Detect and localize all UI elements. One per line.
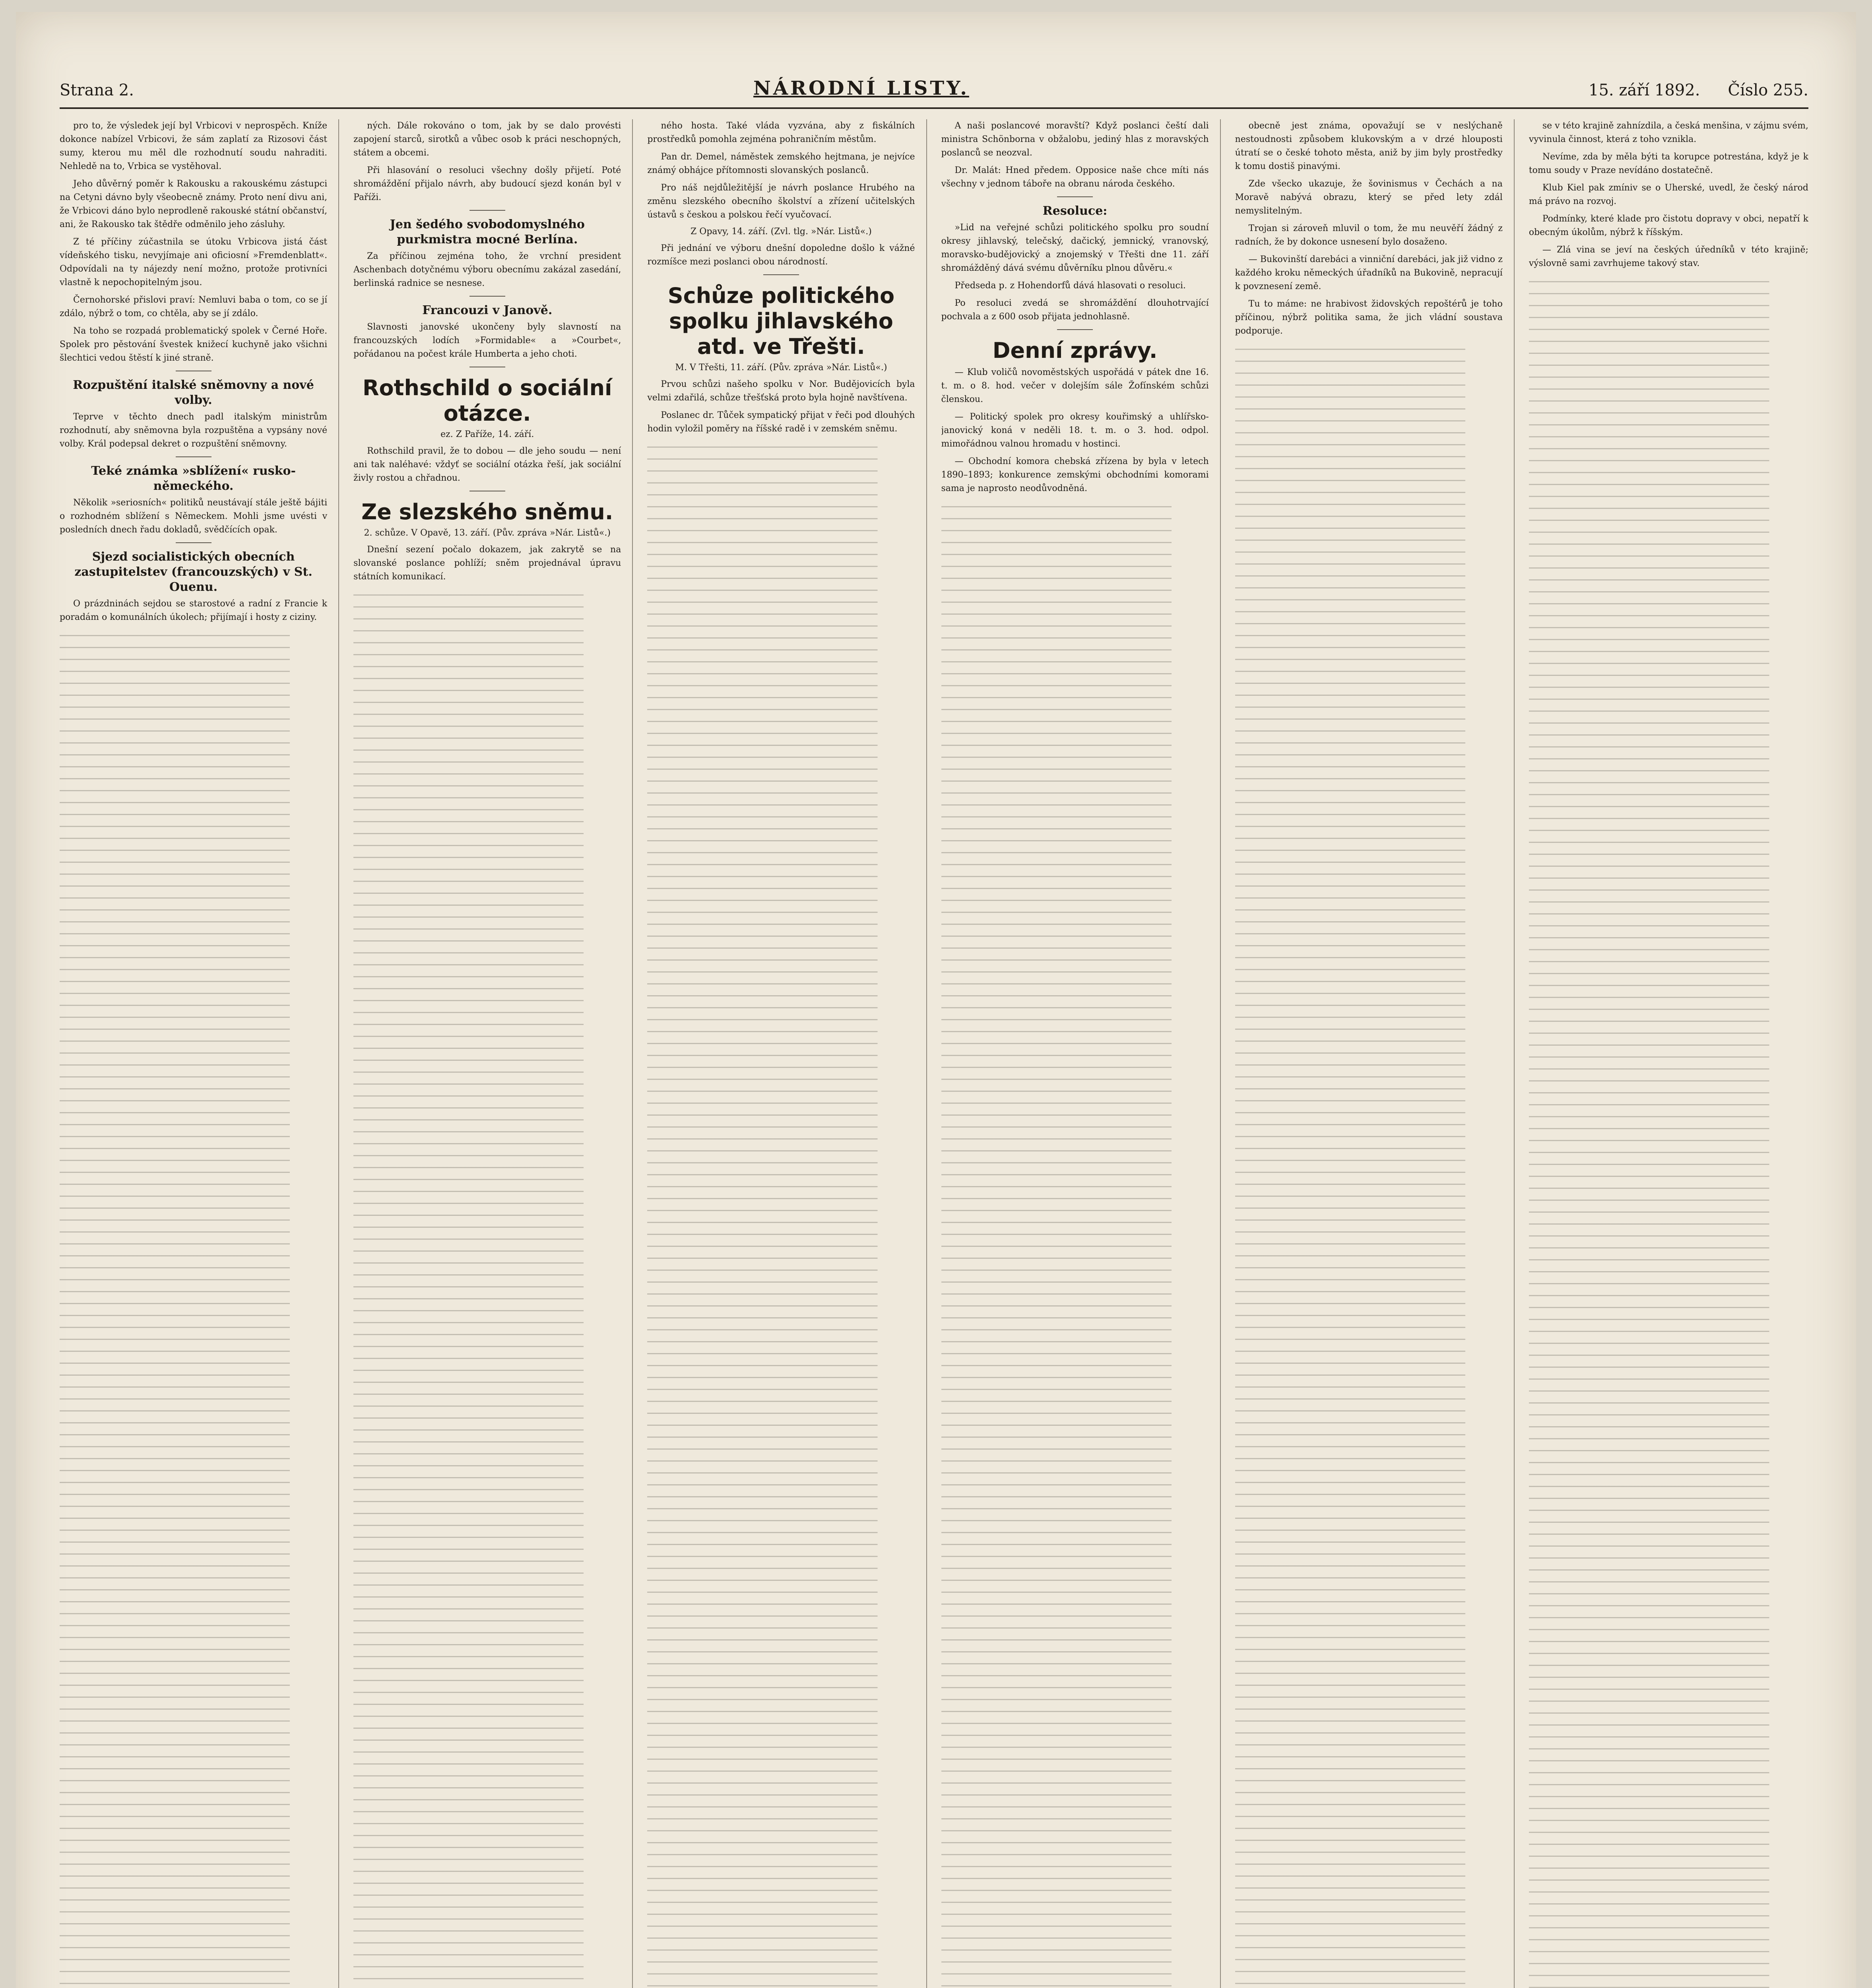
- section-heading: Rothschild o sociální otázce.: [362, 375, 612, 426]
- column-2: [353, 119, 633, 1988]
- article-paragraph: Předseda p. z Hohendorfů dává hlasovati o resoluci.: [954, 281, 1186, 291]
- section-divider: [176, 542, 211, 543]
- article-heading: Resoluce:: [1042, 204, 1108, 218]
- page-header: [60, 72, 1808, 99]
- article-paragraph: Z té příčiny zúčastnila se útoku Vrbicova jistá část vídeňského tisku, nevyjímaje ani oficiosní »Fremdenblatt«. Odpovídali na ty nájezdy není možno, protože protivníci vlastně k nepochopitelným jsou.: [60, 237, 328, 287]
- article-paragraph: »Lid na veřejné schůzi politického spolku pro soudní okresy jihlavský, telečský, dačický, jemnický, vranovský, moravsko-budějovický a znojemský v Třešti dne 11. září shromážděný dává svému důvěrníku plnou důvěru.«: [941, 223, 1209, 273]
- section-divider: [1057, 329, 1093, 330]
- newsprint-filler: [941, 499, 1209, 1988]
- article-paragraph: — Klub voličů novoměstských uspořádá v pátek dne 16. t. m. o 8. hod. večer v dolejším sále Žofínském schůzi členskou.: [941, 367, 1209, 404]
- column-6: [1529, 119, 1808, 1988]
- article-paragraph: Dr. Malát: Hned předem. Opposice naše chce míti nás všechny v jednom táboře na obranu národa českého.: [941, 165, 1209, 189]
- page-label: Strana 2.: [60, 81, 134, 99]
- article-heading: Francouzi v Janově.: [422, 303, 553, 317]
- newsprint-filler: [353, 588, 621, 1988]
- article-paragraph: Několik »seriosních« politiků neustávají stále ještě bájiti o rozhodném sblížení s Německem. Mohli jsme uvésti v posledních dnech řadu dokladů, svědčících opak.: [60, 498, 328, 535]
- section-divider: [1057, 196, 1093, 197]
- article-paragraph: se v této krajině zahnízdila, a česká menšina, v zájmu svém, vyvinula činnost, která z toho vznikla.: [1529, 121, 1808, 144]
- column-1: [60, 119, 339, 1988]
- article-paragraph: Teprve v těchto dnech padl italským ministrům rozhodnutí, aby sněmovna byla rozpuštěna a vypsány nové volby. Král podepsal dekret o rozpuštění sněmovny.: [60, 412, 328, 449]
- issue-date: 15. září 1892.: [1589, 81, 1700, 99]
- article-paragraph: Tu to máme: ne hrabivost židovských repoštérů je toho příčinou, nýbrž politika sama, že jich vládní soustava podporuje.: [1235, 299, 1503, 336]
- article-paragraph: O prázdninách sejdou se starostové a radní z Francie k poradám o komunálních úkolech; přijímají i hosty z ciziny.: [60, 599, 328, 622]
- section-divider: [469, 210, 505, 211]
- newsprint-filler: [1235, 342, 1503, 1988]
- newsprint-filler: [647, 440, 915, 1988]
- section-heading: Schůze politického spolku jihlavského atd. ve Třešti.: [667, 283, 895, 359]
- article-paragraph: Podmínky, které klade pro čistotu dopravy v obci, nepatří k obecným úkolům, nýbrž k říšským.: [1529, 214, 1808, 237]
- article-paragraph: Při jednání ve výboru dnešní dopoledne došlo k vážné rozmíšce mezi poslanci obou národností.: [647, 243, 915, 267]
- article-paragraph: — Bukovinští darebáci a vinniční darebáci, jak již vidno z každého kroku německých úřadníků na Bukovině, nepracují k povznesení země.: [1235, 254, 1503, 291]
- column-5: [1235, 119, 1515, 1988]
- section-heading: Denní zprávy.: [992, 338, 1158, 363]
- header-rule: [60, 107, 1808, 109]
- article-paragraph: Černohorské přislovi praví: Nemluvi baba o tom, co se jí zdálo, nýbrž o tom, co chtěla, aby se jí zdálo.: [60, 295, 328, 318]
- section-divider: [763, 274, 799, 275]
- article-paragraph: Trojan si zároveň mluvil o tom, že mu neuvěří žádný z radních, že by dokonce usnesení bylo dosaženo.: [1235, 223, 1503, 247]
- article-paragraph: Při hlasování o resoluci všechny došly přijetí. Poté shromáždění přijalo návrh, aby budoucí sjezd konán byl v Paříži.: [353, 165, 621, 202]
- article-paragraph: A naši poslancové moravští? Když poslanci čeští dali ministra Schönborna v obžalobu, jediný hlas z moravských poslanců se neozval.: [941, 121, 1209, 158]
- article-heading: Jen šedého svobodomyslného purkmistra mocné Berlína.: [390, 217, 585, 247]
- section-divider: [469, 296, 505, 297]
- section-subheading: 2. schůze. V Opavě, 13. září. (Pův. zpráva »Nár. Listů«.): [364, 528, 611, 538]
- article-columns: [60, 119, 1808, 1988]
- article-paragraph: ných. Dále rokováno o tom, jak by se dalo provésti zapojení starců, sirotků a vůbec osob k práci neschopných, státem a obcemi.: [353, 121, 621, 158]
- article-paragraph: Na toho se rozpadá problematický spolek v Černé Hoře. Spolek pro pěstování švestek knižecí kuchyně jako všichni šlechtici vedou štěstí k jiné straně.: [60, 326, 328, 363]
- article-paragraph: Dnešní sezení počalo dokazem, jak zakrytě se na slovanské poslance pohlíží; sněm projednával úpravu státních komunikací.: [353, 545, 621, 582]
- article-paragraph: Poslanec dr. Tůček sympatický přijat v řeči pod dlouhých hodin vyložil poměry na říšské radě i v zemském sněmu.: [647, 410, 915, 434]
- article-paragraph: Pro náš nejdůležitější je návrh poslance Hrubého na změnu slezského obecního školství a zřízení učitelských ústavů s českou a polskou řečí vyučovací.: [647, 183, 915, 220]
- article-heading: Teké známka »sblížení« rusko-německého.: [91, 464, 296, 493]
- article-paragraph: — Obchodní komora chebská zřízena by byla v letech 1890–1893; konkurence zemskými obchodními komorami sama je naprosto neodůvodněná.: [941, 456, 1209, 493]
- section-subheading: M. V Třešti, 11. září. (Pův. zpráva »Nár. Listů«.): [675, 363, 887, 373]
- article-heading: Rozpuštění italské sněmovny a nové volby.: [73, 378, 314, 407]
- article-paragraph: Slavnosti janovské ukončeny byly slavností na francouzských lodích »Formidable« a »Courbet«, pořádanou na počest krále Humberta a jeho choti.: [353, 322, 621, 359]
- newspaper-page: [16, 12, 1856, 1988]
- column-4: [941, 119, 1221, 1988]
- section-subheading: Z Opavy, 14. září. (Zvl. tlg. »Nár. Listů«.): [691, 227, 872, 237]
- article-paragraph: Za příčinou zejména toho, že vrchní president Aschenbach dotyčnému výboru obecnímu zakázal zasedání, berlinská radnice se nesnese.: [353, 251, 621, 288]
- article-paragraph: ného hosta. Také vláda vyzvána, aby z fiskálních prostředků pomohla zejména pohraničním městům.: [647, 121, 915, 144]
- article-paragraph: Prvou schůzi našeho spolku v Nor. Budějovicích byla velmi zdařilá, schůze třešťská proto byla hojně navštívena.: [647, 379, 915, 403]
- newsprint-filler: [1529, 274, 1808, 1988]
- article-paragraph: Jeho důvěrný poměr k Rakousku a rakouskému zástupci na Cetyni dávno byly všeobecně známy. Proto není divu ani, že Vrbicovi dáno bylo neprodleně rakouské státní občanství, ani, že Rakousko tak štědře odměnilo jeho zásluhy.: [60, 179, 328, 229]
- newsprint-filler: [60, 628, 327, 1988]
- article-paragraph: Po resoluci zvedá se shromáždění dlouhotrvající pochvala a z 600 osob přijata jednohlasně.: [941, 298, 1209, 322]
- section-divider: [176, 456, 211, 457]
- article-paragraph: obecně jest známa, opovažují se v neslýchaně nestoudnosti způsobem klukovským a v drzé hlouposti útratí se o české tohoto města, aniž by jim byly prostředky k tomu dostiš pinavými.: [1235, 121, 1503, 171]
- article-paragraph: — Politický spolek pro okresy kouřimský a uhlířsko-janovický koná v neděli 18. t. m. o 3. hod. odpol. mimořádnou valnou hromadu v hostinci.: [941, 412, 1209, 449]
- article-heading: Sjezd socialistických obecních zastupitelstev (francouzských) v St. Ouenu.: [74, 550, 312, 594]
- section-heading: Ze slezského sněmu.: [361, 499, 613, 524]
- article-paragraph: Klub Kiel pak zmíniv se o Uherské, uvedl, že český národ má právo na rozvoj.: [1529, 183, 1808, 206]
- header-right: [1589, 81, 1808, 99]
- article-paragraph: Nevíme, zda by měla býti ta korupce potrestána, když je k tomu soudy v Praze nevídáno dostatečně.: [1529, 152, 1808, 175]
- article-paragraph: pro to, že výsledek její byl Vrbicovi v neprospěch. Kníže dokonce nabízel Vrbicovi, že sám zaplatí za Rizosovi část sumy, kterou mu měl dle rozhodnutí soudu nahraditi. Nehledě na to, Vrbica se vystěhoval.: [60, 121, 328, 171]
- article-paragraph: Rothschild pravil, že to dobou — dle jeho soudu — není ani tak naléhavé: vždyť se sociální otázka řeší, jak sociální živly rostou a chřadnou.: [353, 446, 621, 483]
- article-paragraph: — Zlá vina se jeví na českých úředníků v této krajině; výslovně sami zavrhujeme takový stav.: [1529, 245, 1808, 268]
- newspaper-title: NÁRODNÍ LISTY.: [753, 77, 969, 99]
- column-3: [647, 119, 927, 1988]
- article-paragraph: Zde všecko ukazuje, že šovinismus v Čechách a na Moravě nabývá obrazu, který se před lety zdál nemyslitelným.: [1235, 179, 1503, 216]
- issue-number: Číslo 255.: [1728, 81, 1808, 99]
- article-paragraph: Pan dr. Demel, náměstek zemského hejtmana, je nejvíce známý obhájce přítomnosti slovanských poslanců.: [647, 152, 915, 175]
- section-subheading: ez. Z Paříže, 14. září.: [440, 429, 534, 439]
